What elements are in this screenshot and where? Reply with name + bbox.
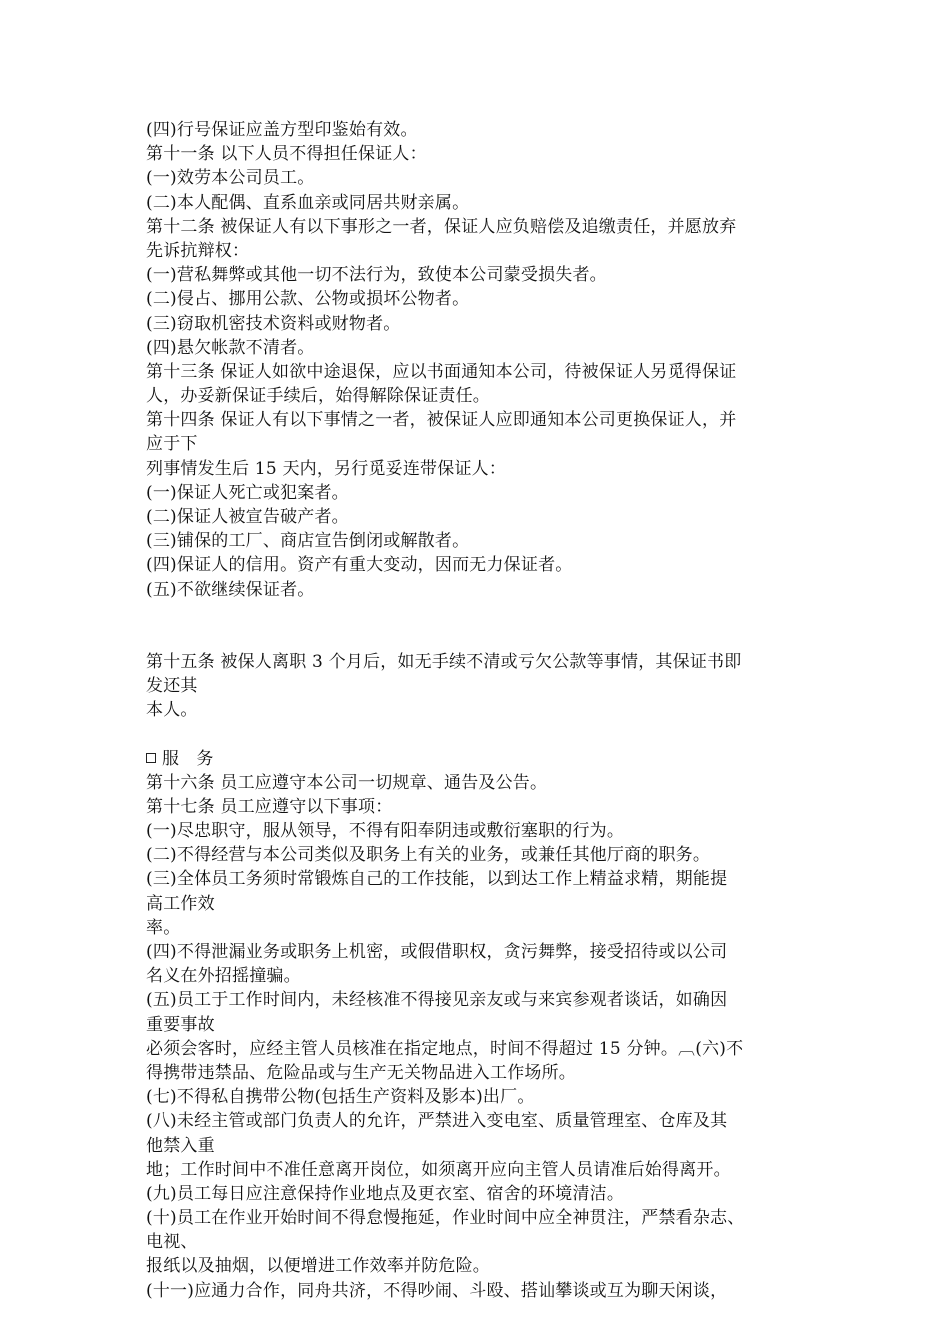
text-line: 高工作效 <box>146 893 215 914</box>
text-line: (五)不欲继续保证者。 <box>146 579 315 600</box>
square-bullet-icon <box>146 753 156 763</box>
text-line: 名义在外招摇撞骗。 <box>146 966 301 987</box>
text-line: 他禁入重 <box>146 1135 215 1156</box>
text-line: 第十七条 员工应遵守以下事项： <box>146 796 393 817</box>
section-title: 服 务 <box>162 748 220 769</box>
text-line: 应于下 <box>146 434 198 455</box>
text-line: (八)未经主管或部门负责人的允许，严禁进入变电室、质量管理室、仓库及其 <box>146 1111 728 1132</box>
text-line: 人，办妥新保证手续后，始得解除保证责任。 <box>146 386 490 407</box>
text-line: 电视、 <box>146 1232 198 1253</box>
text-line: 第十三条 保证人如欲中途退保，应以书面通知本公司，待被保证人另觅得保证 <box>146 361 737 382</box>
text-block-article-15 <box>146 650 826 723</box>
text-line: 地；工作时间中不准任意离开岗位，如须离开应向主管人员请准后始得离开。 <box>146 1159 731 1180</box>
text-line: (三)窃取机密技术资料或财物者。 <box>146 313 401 334</box>
text-line: 先诉抗辩权： <box>146 240 250 261</box>
text-block-service-rules <box>146 771 826 1303</box>
document-page <box>146 118 826 1303</box>
text-line: (十)员工在作业开始时间不得怠慢拖延，作业时间中应全神贯注，严禁看杂志、 <box>146 1208 745 1229</box>
text-line: 第十二条 被保证人有以下事形之一者，保证人应负赔偿及追缴责任，并愿放弃 <box>146 216 737 237</box>
text-line: 得携带违禁品、危险品或与生产无关物品进入工作场所。 <box>146 1062 576 1083</box>
text-line: 率。 <box>146 917 181 938</box>
text-line: (二)侵占、挪用公款、公物或损坏公物者。 <box>146 289 470 310</box>
text-line: (九)员工每日应注意保持作业地点及更衣室、宿舍的环境清洁。 <box>146 1183 625 1204</box>
text-line: (四)行号保证应盖方型印鉴始有效。 <box>146 120 418 140</box>
text-line: 第十一条 以下人员不得担任保证人： <box>146 144 427 165</box>
text-line: (十一)应通力合作，同舟共济，不得吵闹、斗殴、搭讪攀谈或互为聊天闲谈， <box>146 1280 728 1301</box>
text-line: (一)尽忠职守，服从领导，不得有阳奉阴违或敷衍塞职的行为。 <box>146 821 625 842</box>
blank-space <box>146 722 826 746</box>
text-line: 报纸以及抽烟，以便增进工作效率并防危险。 <box>146 1256 490 1277</box>
text-line: (三)铺保的工厂、商店宣告倒闭或解散者。 <box>146 531 470 552</box>
text-line: (七)不得私自携带公物(包括生产资料及影本)出厂。 <box>146 1087 535 1108</box>
text-line: 发还其 <box>146 675 198 696</box>
text-line: (一)保证人死亡或犯案者。 <box>146 482 349 503</box>
text-line: (四)不得泄漏业务或职务上机密，或假借职权，贪污舞弊，接受招待或以公司 <box>146 942 728 962</box>
text-line: (二)不得经营与本公司类似及职务上有关的业务，或兼任其他厅商的职务。 <box>146 845 711 866</box>
text-line: (二)保证人被宣告破产者。 <box>146 507 349 527</box>
text-line: (四)保证人的信用。资产有重大变动，因而无力保证者。 <box>146 555 573 576</box>
text-line: (一)效劳本公司员工。 <box>146 168 315 189</box>
text-line: (五)员工于工作时间内，未经核准不得接见亲友或与来宾参观者谈话，如确因 <box>146 990 728 1011</box>
text-line: (三)全体员工务须时常锻炼自己的工作技能，以到达工作上精益求精，期能提 <box>146 869 728 890</box>
text-line: 第十五条 被保人离职 3 个月后，如无手续不清或亏欠公款等事情，其保证书即 <box>146 651 742 672</box>
text-line: (二)本人配偶、直系血亲或同居共财亲属。 <box>146 192 470 213</box>
text-line: 必须会客时，应经主管人员核准在指定地点，时间不得超过 15 分钟。︹(六)不 <box>146 1038 744 1059</box>
text-line: 第十六条 员工应遵守本公司一切规章、通告及公告。 <box>146 772 548 793</box>
text-block-guarantor-rules <box>146 118 826 602</box>
text-line: 重要事故 <box>146 1014 215 1035</box>
blank-space <box>146 602 826 650</box>
text-line: 列事情发生后 15 天内，另行觅妥连带保证人： <box>146 458 507 479</box>
text-line: (四)悬欠帐款不清者。 <box>146 337 315 358</box>
text-line: 本人。 <box>146 700 198 721</box>
text-line: (一)营私舞弊或其他一切不法行为，致使本公司蒙受损失者。 <box>146 265 607 286</box>
section-heading <box>146 747 826 771</box>
text-line: 第十四条 保证人有以下事情之一者，被保证人应即通知本公司更换保证人，并 <box>146 410 737 431</box>
